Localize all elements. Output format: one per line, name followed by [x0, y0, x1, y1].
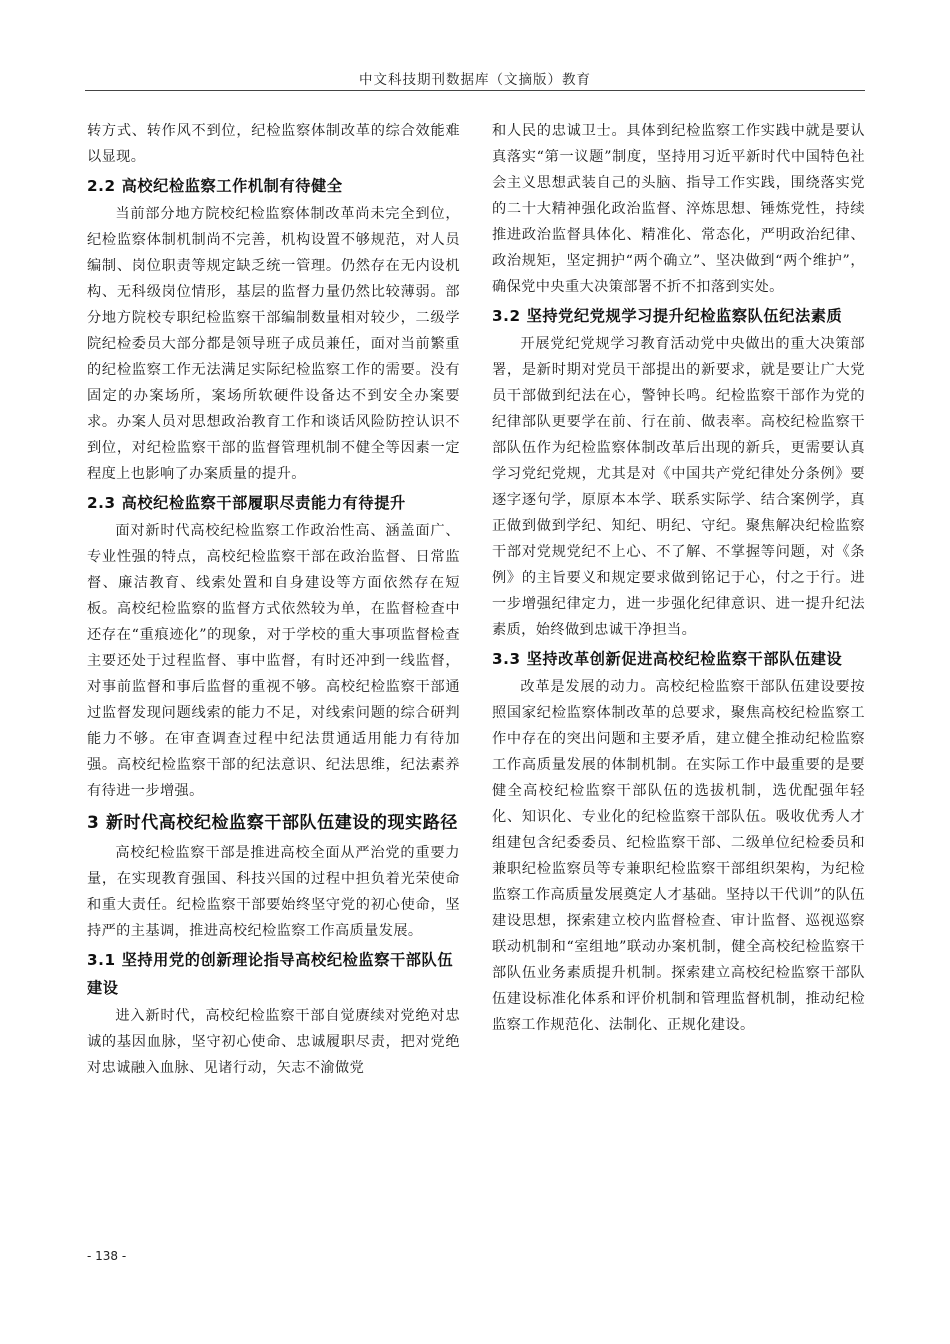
heading-2-2: 2.2 高校纪检监察工作机制有待健全 [87, 177, 343, 195]
paragraph-3-1: 进入新时代，高校纪检监察干部自觉赓续对党绝对忠诚的基因血脉，坚守初心使命、忠诚履职尽责，把对党绝对忠诚融入血脉、见诸行动，矢志不渝做党 [87, 1008, 460, 1076]
heading-2-3: 2.3 高校纪检监察干部履职尽责能力有待提升 [87, 494, 406, 512]
running-header [85, 64, 865, 91]
right-column [492, 118, 865, 1038]
journal-title: 中文科技期刊数据库（文摘版）教育 [359, 72, 591, 88]
paragraph-intro-continued: 转方式、转作风不到位，纪检监察体制改革的综合效能难以显现。 [87, 123, 460, 165]
paragraph-2-3: 面对新时代高校纪检监察工作政治性高、涵盖面广、专业性强的特点，高校纪检监察干部在政治监督、日常监督、廉洁教育、线索处置和自身建设等方面依然存在短板。高校纪检监察的监督方式依然较为单，在监督检查中还存在“重痕迹化”的现象，对于学校的重大事项监督检查主要还处于过程监督、事中监督，有时还冲到一线监督，对事前监督和事后监督的重视不够。高校纪检监察干部通过监督发现问题线索的能力不足，对线索问题的综合研判能力不够。在审查调查过程中纪法贯通适用能力有待加强。高校纪检监察干部的纪法意识、纪法思维，纪法素养有待进一步增强。 [87, 523, 460, 799]
heading-3-2: 3.2 坚持党纪党规学习提升纪检监察队伍纪法素质 [492, 307, 843, 325]
heading-3: 3 新时代高校纪检监察干部队伍建设的现实路径 [87, 813, 458, 833]
paragraph-3: 高校纪检监察干部是推进高校全面从严治党的重要力量，在实现教育强国、科技兴国的过程中担负着光荣使命和重大责任。纪检监察干部要始终坚守党的初心使命，坚持严的主基调，推进高校纪检监察工作高质量发展。 [87, 845, 460, 939]
heading-3-1: 3.1 坚持用党的创新理论指导高校纪检监察干部队伍建设 [87, 951, 454, 997]
page-number: - 138 - [87, 1249, 127, 1263]
heading-3-3: 3.3 坚持改革创新促进高校纪检监察干部队伍建设 [492, 650, 843, 668]
paragraph-3-3: 改革是发展的动力。高校纪检监察干部队伍建设要按照国家纪检监察体制改革的总要求，聚焦高校纪检监察工作中存在的突出问题和主要矛盾，建立健全推动纪检监察工作高质量发展的体制机制。在实际工作中最重要的是要健全高校纪检监察干部队伍的选拔机制，选优配强年轻化、知识化、专业化的纪检监察干部队伍。吸收优秀人才组建包含纪委委员、纪检监察干部、二级单位纪检委员和兼职纪检监察员等专兼职纪检监察干部组织架构，为纪检监察工作高质量发展奠定人才基础。坚持以干代训”的队伍建设思想，探索建立校内监督检查、审计监督、巡视巡察联动机制和“室组地”联动办案机制，健全高校纪检监察干部队伍业务素质提升机制。探索建立高校纪检监察干部队伍建设标准化体系和评价机制和管理监督机制，推动纪检监察工作规范化、法制化、正规化建设。 [492, 679, 865, 1033]
paragraph-3-2: 开展党纪党规学习教育活动党中央做出的重大决策部署，是新时期对党员干部提出的新要求，就是要让广大党员干部做到纪法在心，警钟长鸣。纪检监察干部作为党的纪律部队更要学在前、行在前、做表率。高校纪检监察干部队伍作为纪检监察体制改革后出现的新兵，更需要认真学习党纪党规，尤其是对《中国共产党纪律处分条例》要逐字逐句学，原原本本学、联系实际学、结合案例学，真正做到做到学纪、知纪、明纪、守纪。聚焦解决纪检监察干部对党规党纪不上心、不了解、不掌握等问题，对《条例》的主旨要义和规定要求做到铭记于心，付之于行。进一步增强纪律定力，进一步强化纪律意识、进一提升纪法素质，始终做到忠诚干净担当。 [492, 336, 865, 638]
left-column [87, 118, 460, 1081]
paragraph-2-2: 当前部分地方院校纪检监察体制改革尚未完全到位，纪检监察体制机制尚不完善，机构设置不够规范，对人员编制、岗位职责等规定缺乏统一管理。仍然存在无内设机构、无科级岗位情形，基层的监督力量仍然比较薄弱。部分地方院校专职纪检监察干部编制数量相对较少，二级学院纪检委员大部分都是领导班子成员兼任，面对当前繁重的纪检监察工作无法满足实际纪检监察工作的需要。没有固定的办案场所，案场所软硬件设备达不到安全办案要求。办案人员对思想政治教育工作和谈话风险防控认识不到位，对纪检监察干部的监督管理机制不健全等因素一定程度上也影响了办案质量的提升。 [87, 206, 460, 482]
paragraph-3-1-continued: 和人民的忠诚卫士。具体到纪检监察工作实践中就是要认真落实“第一议题”制度，坚持用习近平新时代中国特色社会主义思想武装自己的头脑、指导工作实践，围绕落实党的二十大精神强化政治监督、淬炼思想、锤炼党性，持续推进政治监督具体化、精准化、常态化，严明政治纪律、政治规矩，坚定拥护“两个确立”、坚决做到“两个维护”，确保党中央重大决策部署不折不扣落到实处。 [492, 123, 865, 295]
